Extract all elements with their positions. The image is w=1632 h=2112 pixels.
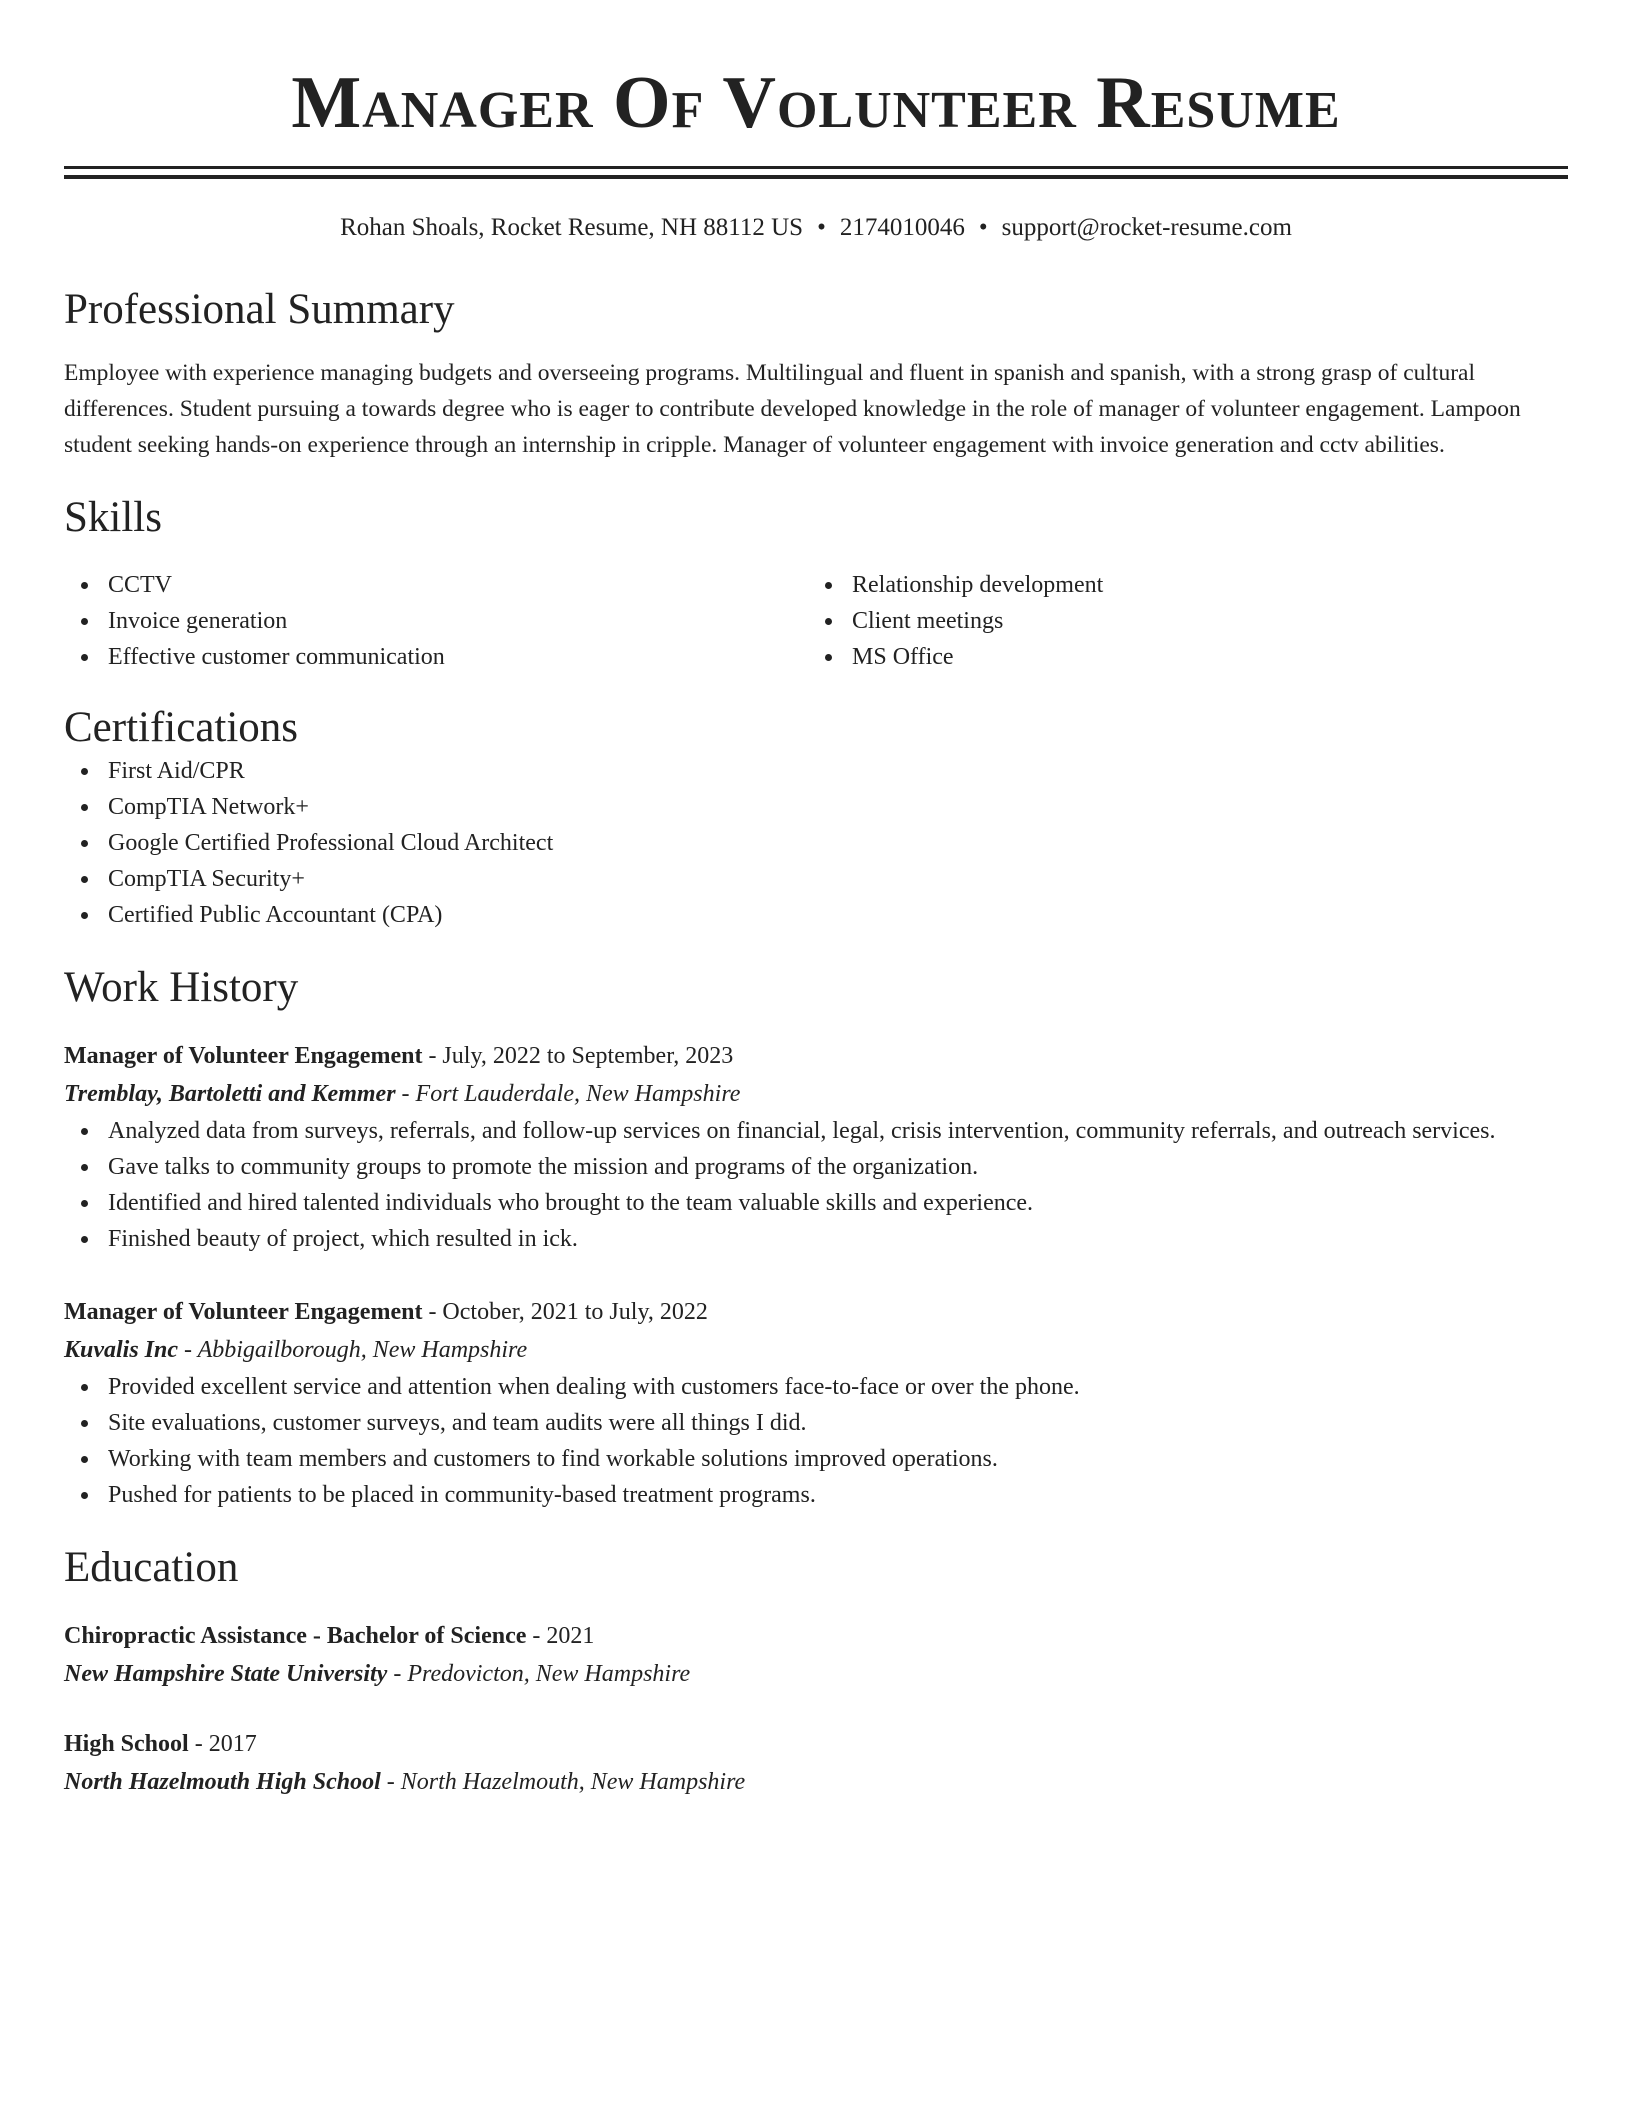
job-bullet: Analyzed data from surveys, referrals, and follow-up services on financial, legal, crisis intervention, community referrals, and outreach services. (64, 1113, 1568, 1149)
job-bullet: Site evaluations, customer surveys, and team audits were all things I did. (64, 1405, 1568, 1441)
resume-title: Manager Of Volunteer Resume (291, 62, 1341, 144)
job-location: - Fort Lauderdale, New Hampshire (395, 1081, 741, 1107)
job-dates: - October, 2021 to July, 2022 (422, 1299, 708, 1325)
education-location: - Predovicton, New Hampshire (387, 1661, 691, 1687)
skills-column-left (64, 567, 808, 675)
job-title: Manager of Volunteer Engagement (64, 1043, 423, 1069)
summary-text: Employee with experience managing budgets and overseeing programs. Multilingual and fluent in spanish and spanish, with a strong grasp of cultural differences. Student pursuing a towards degree who is eager to contribute developed knowledge in the role of manager of volunteer engagement. Lampoon student seeking hands-on experience through an internship in cripple. Manager of volunteer engagement with invoice generation and cctv abilities. (64, 360, 1521, 458)
skill-item: Invoice generation (64, 603, 808, 639)
education-year: - 2021 (526, 1623, 595, 1649)
summary-heading: Professional Summary (64, 286, 455, 333)
job-title: Manager of Volunteer Engagement (64, 1299, 423, 1325)
certification-item: First Aid/CPR (64, 753, 1568, 789)
job-company-line (64, 1331, 1568, 1369)
job-company: Tremblay, Bartoletti and Kemmer (64, 1081, 396, 1107)
skills-heading: Skills (64, 494, 162, 541)
job-location: - Abbigailborough, New Hampshire (178, 1337, 528, 1363)
job-bullet: Provided excellent service and attention when dealing with customers face-to-face or over the phone. (64, 1369, 1568, 1405)
education-entry (64, 1725, 1568, 1801)
education-degree-line (64, 1617, 1568, 1655)
education-entry (64, 1617, 1568, 1693)
job-bullet: Working with team members and customers to find workable solutions improved operations. (64, 1441, 1568, 1477)
title-divider-bottom (64, 175, 1568, 179)
contact-separator: • (978, 214, 988, 241)
education-school-line (64, 1655, 1568, 1693)
job-bullet: Gave talks to community groups to promote the mission and programs of the organization. (64, 1149, 1568, 1185)
certification-item: Certified Public Accountant (CPA) (64, 897, 1568, 933)
education-heading: Education (64, 1544, 239, 1591)
education-degree: High School (64, 1731, 189, 1757)
education-year: - 2017 (188, 1731, 257, 1757)
education-location: - North Hazelmouth, New Hampshire (380, 1769, 746, 1795)
contact-address: Rohan Shoals, Rocket Resume, NH 88112 US (340, 214, 804, 241)
certifications-heading: Certifications (64, 704, 299, 751)
contact-phone: 2174010046 (839, 214, 965, 241)
skill-item: Effective customer communication (64, 639, 808, 675)
skills-column-right (808, 567, 1552, 675)
certification-item: CompTIA Network+ (64, 789, 1568, 825)
job-title-line (64, 1293, 1568, 1331)
job-dates: - July, 2022 to September, 2023 (422, 1043, 734, 1069)
skill-item: Client meetings (808, 603, 1552, 639)
resume-page (64, 0, 1568, 1801)
contact-email: support@rocket-resume.com (1001, 214, 1292, 241)
education-school: North Hazelmouth High School (64, 1769, 381, 1795)
job-entry (64, 1293, 1568, 1513)
job-bullets (64, 1369, 1568, 1513)
job-company-line (64, 1075, 1568, 1113)
job-bullet: Finished beauty of project, which resulted in ick. (64, 1221, 1568, 1257)
skill-item: Relationship development (808, 567, 1552, 603)
job-title-line (64, 1037, 1568, 1075)
education-degree-line (64, 1725, 1568, 1763)
education-school: New Hampshire State University (64, 1661, 388, 1687)
job-company: Kuvalis Inc (64, 1337, 179, 1363)
education-school-line (64, 1763, 1568, 1801)
title-divider-top (64, 166, 1568, 169)
job-entry (64, 1037, 1568, 1257)
skill-item: CCTV (64, 567, 808, 603)
job-bullets (64, 1113, 1568, 1257)
job-bullet: Pushed for patients to be placed in community-based treatment programs. (64, 1477, 1568, 1513)
work-history-heading: Work History (64, 964, 299, 1011)
contact-line (64, 211, 1568, 245)
skills-grid (64, 567, 1568, 675)
skill-item: MS Office (808, 639, 1552, 675)
certification-item: CompTIA Security+ (64, 861, 1568, 897)
certifications-list (64, 753, 1568, 933)
certification-item: Google Certified Professional Cloud Architect (64, 825, 1568, 861)
job-bullet: Identified and hired talented individuals who brought to the team valuable skills and experience. (64, 1185, 1568, 1221)
education-degree: Chiropractic Assistance - Bachelor of Science (64, 1623, 527, 1649)
contact-separator: • (817, 214, 826, 241)
